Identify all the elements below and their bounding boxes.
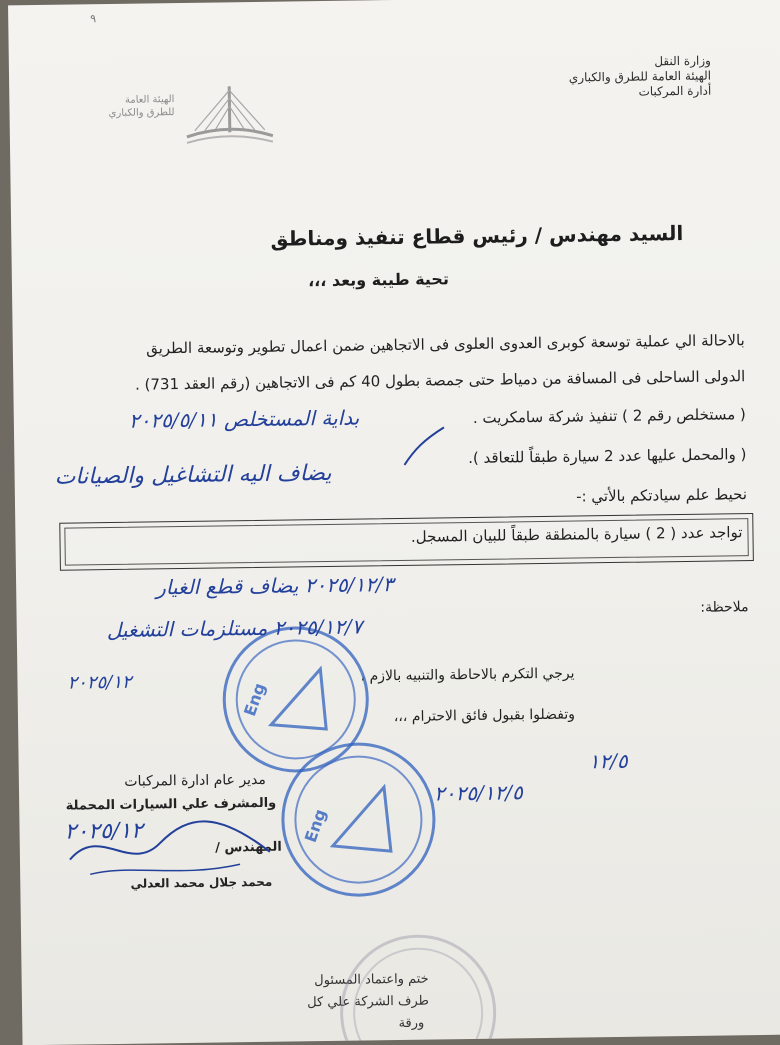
body-line: نحيط علم سيادتكم بالأتي :-: [575, 485, 748, 506]
footer-line: ورقة: [398, 1015, 425, 1032]
body-line: بالاحالة الي عملية توسعة كوبرى العدوى العلوى فى الاتجاهين ضمن اعمال تطوير وتوسعة الطريق: [145, 331, 745, 358]
stamp-label: Eng: [300, 806, 330, 845]
body-line: ( مستخلص رقم 2 ) تنفيذ شركة سامكريت .: [472, 405, 746, 427]
handwritten-date: ٢٠٢٥/١٢: [64, 818, 144, 845]
department-name: أدارة المركبات: [638, 83, 712, 99]
handwritten-date: ٢٠٢٥/١٢/٥: [433, 780, 523, 806]
bridge-logo-icon: [184, 82, 275, 153]
faded-stamp: [339, 934, 497, 1045]
page-mark: ٩: [90, 12, 97, 26]
signatory-title: مدير عام ادارة المركبات: [124, 771, 266, 790]
handwritten-signature: [59, 802, 280, 885]
closing-line: وتفضلوا بقبول فائق الاحترام ،،،: [393, 706, 576, 726]
statement-box: [59, 513, 754, 571]
handwritten-note: يضاف اليه التشاغيل والصيانات: [54, 460, 332, 490]
signatory-subtitle: والمشرف علي السيارات المحملة: [65, 795, 277, 814]
recipient-heading: السيد مهندس / رئيس قطاع تنفيذ ومناطق: [270, 220, 684, 251]
letterhead: [451, 54, 712, 103]
request-line: يرجي التكرم بالاحاطة والتنبيه بالازم ،: [360, 665, 575, 685]
body-line: ( والمحمل عليها عدد 2 سيارة طبقاً للتعاقد ).: [467, 445, 747, 468]
handwritten-note: ٢٠٢٥/١٢/٧ مستلزمات التشغيل: [106, 614, 363, 643]
handwritten-note: بداية المستخلص ٢٠٢٥/٥/١١: [128, 405, 360, 433]
stamp-emblem-icon: [283, 745, 433, 895]
authority-name: الهيئة العامة للطرق والكباري: [568, 68, 712, 85]
letter-page: [8, 0, 780, 1045]
logo-text-line1: الهيئة العامة: [124, 94, 175, 106]
signatory-name: محمد جلال محمد العدلي: [130, 874, 273, 891]
footer-line: ختم واعتماد المسئول: [314, 971, 429, 989]
logo-text-line2: للطرق والكباري: [108, 107, 175, 119]
statement-text: تواجد عدد ( 2 ) سيارة بالمنطقة طبقاً للبيان المسجل.: [410, 523, 743, 546]
handwritten-date: ١٢/٥: [588, 748, 628, 774]
official-stamp: [280, 742, 436, 898]
handwritten-mark: [394, 419, 455, 470]
footer-line: طرف الشركة علي كل: [307, 993, 430, 1011]
logo-wordmark: [64, 93, 174, 121]
engineer-label: المهندس /: [215, 839, 282, 856]
note-label: ملاحظة:: [700, 599, 749, 616]
ministry-name: وزارة النقل: [654, 53, 711, 69]
handwritten-note: ٢٠٢٥/١٢/٣ يضاف قطع الغيار: [156, 572, 394, 600]
handwritten-date: ٢٠٢٥/١٢: [67, 671, 132, 694]
body-line: الدولى الساحلى فى المسافة من دمياط حتى جمصة بطول 40 كم فى الاتجاهين (رقم العقد 731) .: [134, 367, 746, 394]
stamp-label: Eng: [240, 680, 270, 719]
greeting: تحية طيبة وبعد ،،،: [307, 269, 450, 291]
